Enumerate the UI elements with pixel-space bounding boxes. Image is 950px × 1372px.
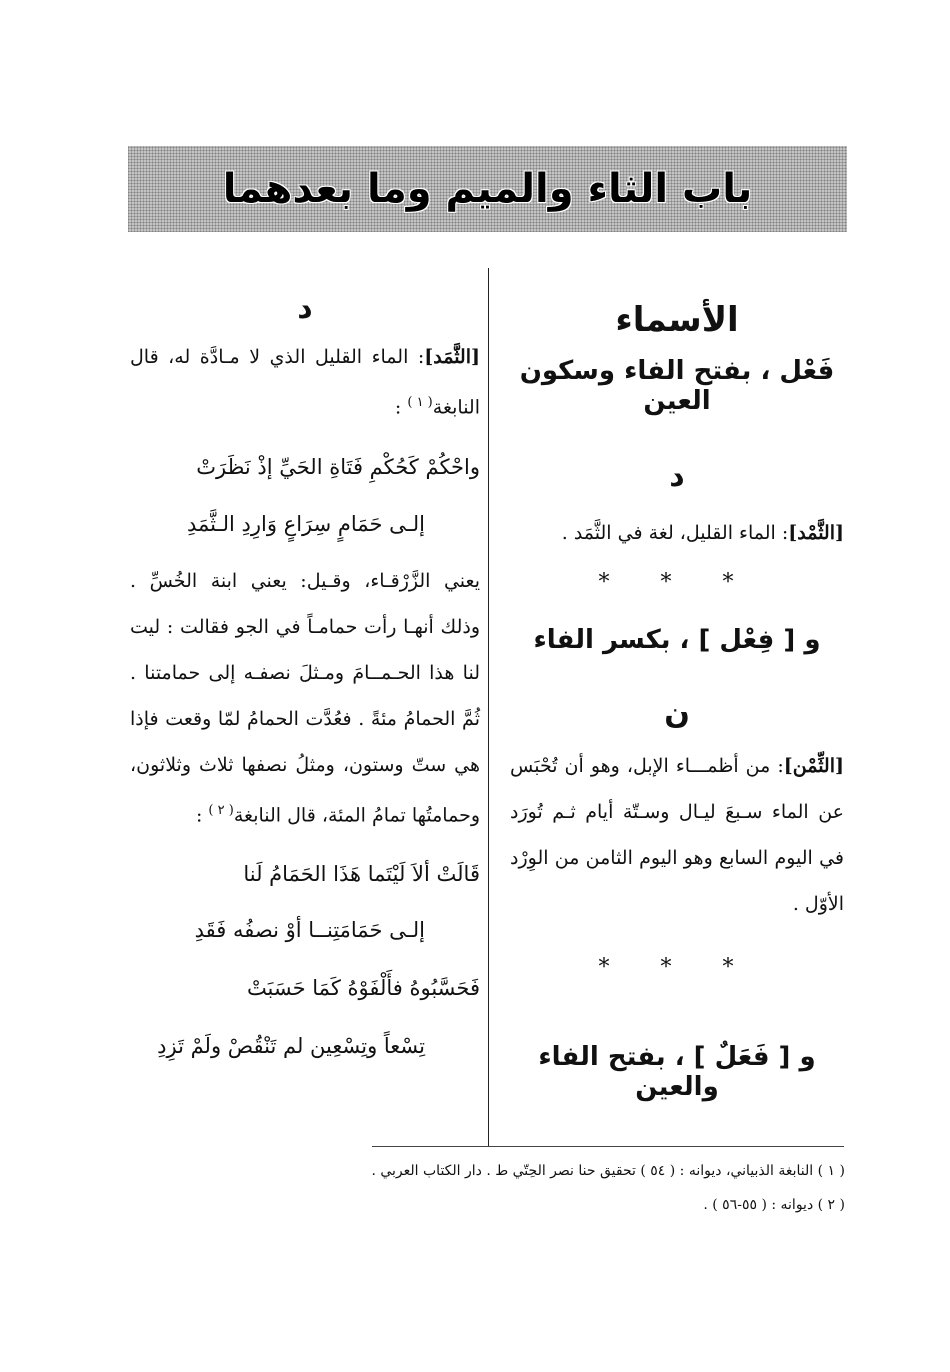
entry-definition: : من أظمـــاء الإبل، وهو أن تُحْبَس عن الماء سـبعَ ليـال وسـتّة أيام ثـم تُورَد في اليوم السابع وهو اليوم الثامن من الوِرْد الأوّل . [510, 755, 844, 915]
letter-heading-dal: د [297, 291, 313, 326]
letter-heading-dal: د [669, 459, 685, 494]
entry-term: [الثَّمَد] [424, 346, 480, 368]
entry-definition: : الماء القليل الذي لا مـادَّة له، قال النابغة [130, 346, 480, 419]
section-heading-asmaa: الأسماء [615, 300, 739, 340]
left-column [130, 280, 480, 1075]
separator-stars: * * * [598, 570, 756, 595]
footnote-rule [372, 1146, 844, 1147]
verse-line: واحْكُمْ كَحُكْمِ فَتَاةِ الحَيِّ إذْ نَظَرَتْ [196, 455, 480, 480]
column-divider [488, 268, 489, 1146]
verse-line: فَحَسَّبُوهُ فأَلْفَوْهُ كَمَا حَسَبَتْ [246, 975, 480, 1000]
entry-thamd [510, 510, 844, 556]
letter-heading-nun: ن [664, 696, 690, 731]
entry-term: [الثَّمْد] [788, 522, 844, 544]
right-column [510, 280, 844, 1102]
verse-line: تِسْعاً وتِسْعِين لم تَنْقُصْ ولَمْ تَزِدِ [157, 1033, 425, 1058]
chapter-banner [128, 146, 847, 232]
pattern-heading-faal: فَعْل ، بفتح الفاء وسكون العين [519, 356, 835, 416]
entry-definition: : الماء القليل، لغة في الثَّمَد . [561, 522, 789, 544]
colon: : [394, 396, 408, 419]
verse-line: قَالَتْ ألاَ لَيْتَما هَذَا الحَمَامُ لَنا [243, 861, 480, 886]
footnote-1: ( ١ ) النابغة الذبياني، ديوانه : ( ٥٤ ) تحقيق حنا نصر الحِتّي ط . دار الكتاب العربي . [371, 1163, 845, 1179]
verse-line: إلـى حَمَامَتِنــا أوْ نصفُه فَقَدِ [194, 917, 425, 942]
entry-explanation [130, 558, 480, 838]
entry-thamad [130, 334, 480, 430]
footnote-ref-2: ( ٢ ) [208, 803, 234, 819]
separator-stars: * * * [598, 955, 756, 980]
explanation-text: يعني الزَّرْقـاء، وقـيل: يعني ابنة الخُسِّ . وذلك أنهـا رأت حمامـاً في الجو فقالت : ليت لنا هذا الحـمــامَ ومـثلَ نصفـه إلى حمامتنا . ثُمَّ الحمامُ مئةً . فعُدَّت الحمامُ لمّا وقعت فإذا هي ستّ وستون، ومثلُ نصفها ثلاث وثلاثون، وحمامتُها تمامُ المئة، قال النابغة [130, 570, 480, 827]
pattern-heading-faal2: و [ فَعَلٌ ] ، بفتح الفاء والعين [538, 1042, 816, 1102]
entry-thimn [510, 743, 844, 927]
footnote-ref-1: ( ١ ) [407, 395, 433, 410]
footnote-2: ( ٢ ) ديوانه : ( ٥٥-٥٦ ) . [703, 1197, 845, 1213]
chapter-title: باب الثاء والميم وما بعدهما [222, 166, 753, 212]
colon: : [195, 804, 209, 827]
entry-term: [الثِّمْن] [783, 755, 844, 777]
pattern-heading-fiil: و [ فِعْل ] ، بكسر الفاء [533, 625, 821, 655]
verse-line: إلـى حَمَامٍ سِرَاعٍ وَارِدِ الـثَّمَدِ [186, 512, 425, 537]
